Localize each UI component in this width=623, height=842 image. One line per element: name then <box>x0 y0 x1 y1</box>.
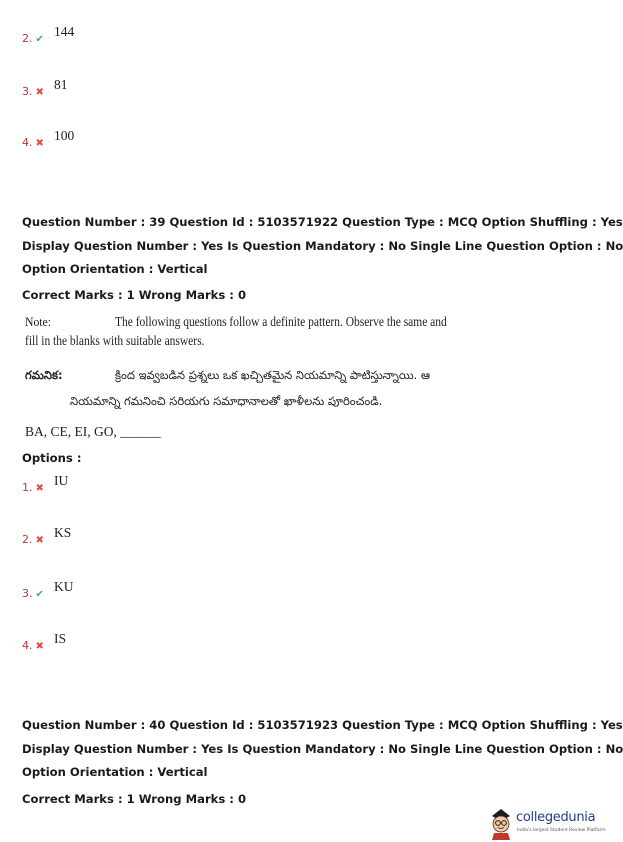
option-item <box>22 24 75 45</box>
telugu-note-line: క్రింద ఇవ్వబడిన ప్రశ్నలు ఒక ఖచ్చితమైన నియమాన్ని పాటిస్తున్నాయి. ఆ <box>115 368 431 382</box>
mascot-icon <box>488 806 514 840</box>
option-text: IS <box>54 631 67 646</box>
option-item <box>22 473 69 494</box>
question-meta-line: Question Number : 39 Question Id : 5103571922 Question Type : MCQ Option Shuffling : Yes <box>22 215 623 229</box>
option-text: 100 <box>54 128 75 143</box>
note-line: The following questions follow a definite pattern. Observe the same and <box>115 314 447 329</box>
cross-icon: ✖ <box>35 138 44 149</box>
telugu-note-line: నియమాన్ని గమనించి సరియగు సమాధానాలతో ఖాళీలను పూరించండి. <box>70 394 383 408</box>
option-text: 81 <box>54 77 68 92</box>
option-item <box>22 579 74 600</box>
option-item <box>22 631 67 652</box>
cross-icon: ✖ <box>35 641 44 652</box>
question-meta <box>22 211 623 282</box>
option-number: 2. <box>22 533 33 546</box>
option-number: 2. <box>22 32 33 45</box>
check-icon: ✔ <box>35 34 44 45</box>
logo-name: collegedunia <box>516 810 596 825</box>
option-item <box>22 77 68 98</box>
question-text: BA, CE, EI, GO, ______ <box>25 424 161 439</box>
option-number: 1. <box>22 481 33 494</box>
option-item <box>22 128 75 149</box>
cross-icon: ✖ <box>35 483 44 494</box>
question-meta-line: Option Orientation : Vertical <box>22 262 208 276</box>
question-meta <box>22 714 623 785</box>
cross-icon: ✖ <box>35 535 44 546</box>
question-meta-line: Display Question Number : Yes Is Question Mandatory : No Single Line Question Option : No <box>22 238 623 253</box>
option-number: 4. <box>22 136 33 149</box>
option-number: 3. <box>22 587 33 600</box>
collegedunia-logo <box>488 806 606 842</box>
note-line: fill in the blanks with suitable answers. <box>25 333 205 348</box>
logo-tagline: India's largest Student Review Platform <box>517 828 606 833</box>
question-meta-line: Question Number : 40 Question Id : 5103571923 Question Type : MCQ Option Shuffling : Yes <box>22 718 623 732</box>
question-meta-line: Option Orientation : Vertical <box>22 765 208 779</box>
question-meta-line: Display Question Number : Yes Is Question Mandatory : No Single Line Question Option : No <box>22 741 623 756</box>
check-icon: ✔ <box>35 589 44 600</box>
telugu-note-label: గమనిక: <box>25 368 63 382</box>
option-text: KS <box>54 525 72 540</box>
option-number: 4. <box>22 639 33 652</box>
cross-icon: ✖ <box>35 87 44 98</box>
option-item <box>22 525 72 546</box>
option-text: IU <box>54 473 69 488</box>
option-text: KU <box>54 579 74 594</box>
marks-line: Correct Marks : 1 Wrong Marks : 0 <box>22 288 247 302</box>
option-text: 144 <box>54 24 75 39</box>
note-label: Note: <box>25 314 52 329</box>
option-number: 3. <box>22 85 33 98</box>
options-label: Options : <box>22 451 82 465</box>
marks-line: Correct Marks : 1 Wrong Marks : 0 <box>22 792 247 806</box>
